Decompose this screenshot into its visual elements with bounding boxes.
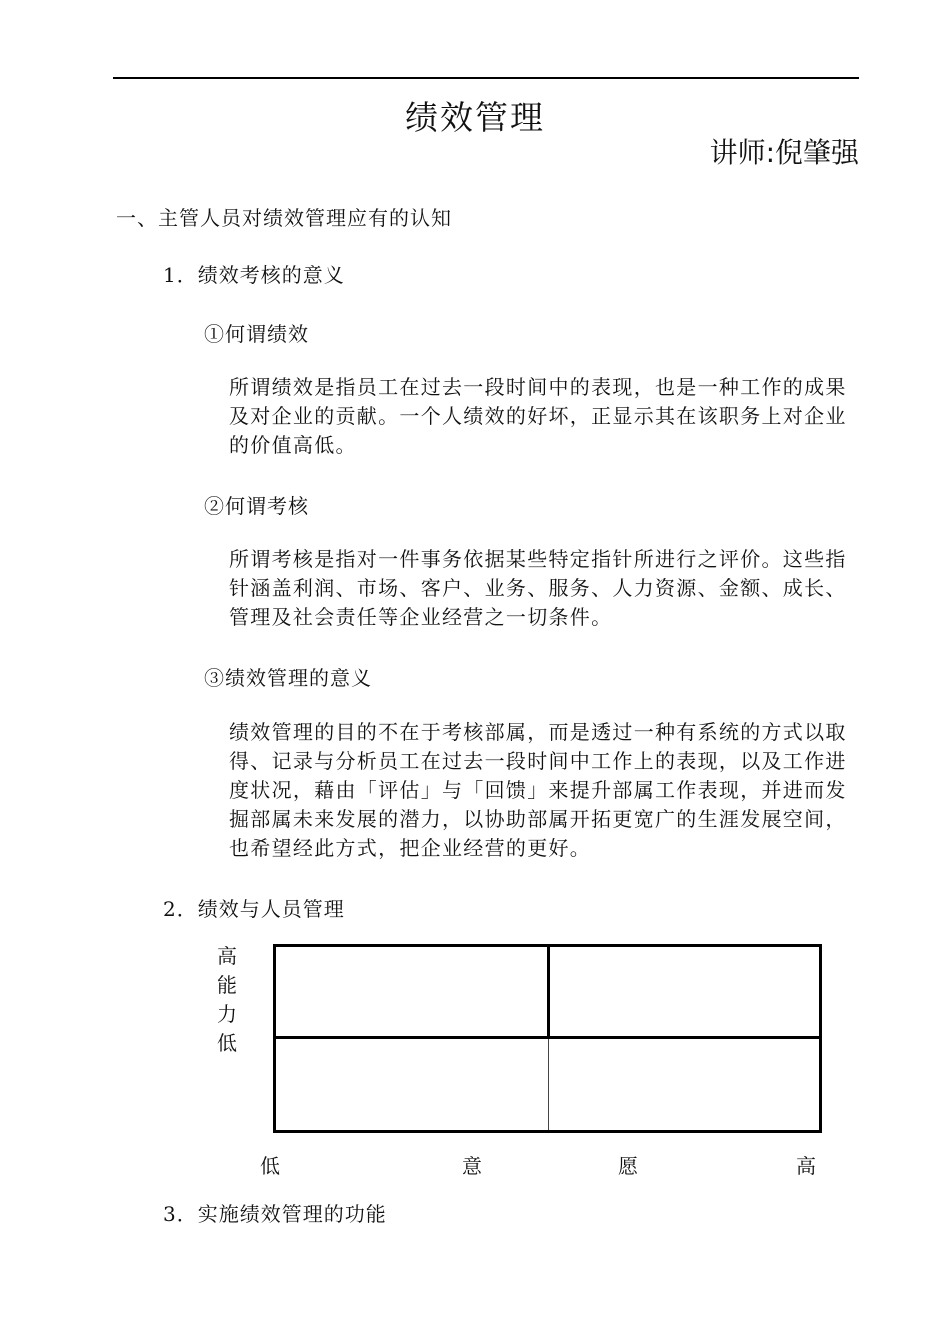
subsection-heading-2: 2．绩效与人员管理	[163, 897, 345, 921]
subsection-heading-3: 3．实施绩效管理的功能	[163, 1202, 387, 1226]
matrix-vertical-divider-top	[547, 947, 550, 1036]
matrix-cell-top-left	[276, 947, 547, 1036]
item-heading-2: ②何谓考核	[204, 494, 309, 518]
y-axis-label-2: 能	[217, 973, 237, 997]
y-axis-label-4: 低	[217, 1031, 237, 1055]
section-heading: 一、主管人员对绩效管理应有的认知	[116, 206, 452, 230]
paragraph-1: 所谓绩效是指员工在过去一段时间中的表现，也是一种工作的成果及对企业的贡献。一个人绩效的好坏，正显示其在该职务上对企业的价值高低。	[229, 375, 847, 457]
top-rule	[113, 77, 859, 79]
subsection-heading-1: 1．绩效考核的意义	[163, 263, 345, 287]
matrix-cell-bottom-right	[549, 1039, 819, 1130]
item-heading-1: ①何谓绩效	[204, 322, 309, 346]
x-axis-label-3: 愿	[618, 1154, 638, 1178]
matrix-vertical-divider-bottom	[548, 1039, 549, 1130]
lecturer-name: 讲师:倪肇强	[709, 136, 859, 169]
paragraph-3: 绩效管理的目的不在于考核部属，而是透过一种有系统的方式以取得、记录与分析员工在过去一段时间中工作上的表现，以及工作进度状况，藉由「评估」与「回馈」来提升部属工作表现，并进而发掘部属未来发展的潜力，以协助部属开拓更宽广的生涯发展空间，也希望经此方式，把企业经营的更好。	[229, 720, 847, 860]
x-axis-label-4: 高	[796, 1154, 816, 1178]
y-axis-label-3: 力	[217, 1002, 237, 1026]
x-axis-label-2: 意	[462, 1154, 482, 1178]
matrix-cell-bottom-left	[276, 1039, 548, 1130]
y-axis-label-1: 高	[217, 944, 237, 968]
page-title: 绩效管理	[405, 98, 545, 137]
item-heading-3: ③绩效管理的意义	[204, 666, 372, 690]
paragraph-2: 所谓考核是指对一件事务依据某些特定指针所进行之评价。这些指针涵盖利润、市场、客户、业务、服务、人力资源、金额、成长、管理及社会责任等企业经营之一切条件。	[229, 547, 847, 629]
matrix-cell-top-right	[550, 947, 819, 1036]
x-axis-label-1: 低	[260, 1154, 280, 1178]
ability-willingness-matrix	[273, 944, 822, 1133]
